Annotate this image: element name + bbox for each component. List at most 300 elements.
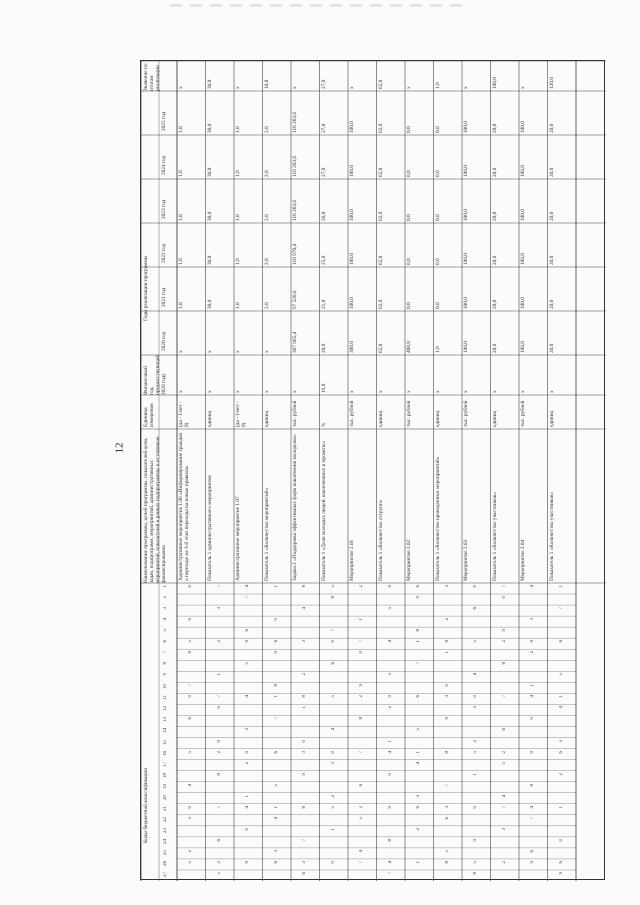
row-year-value: 2,0 [263, 302, 270, 309]
row-year-value: 1,0 [235, 302, 241, 309]
code-digit: 8 [188, 651, 194, 654]
row-year-value: 0,0 [434, 214, 441, 221]
row-final-value: x [178, 86, 184, 89]
code-digit: 0 [245, 827, 251, 831]
column-number: 18 [163, 772, 168, 778]
row-year-value: 1,0 [178, 126, 184, 133]
code-digit: 0 [558, 838, 564, 842]
program-table [140, 60, 605, 880]
code-digit: 8 [444, 750, 450, 754]
column-number: 24 [163, 838, 168, 844]
row-unit: (да - 1/нет - 0) [235, 399, 247, 427]
code-digit: 9 [387, 805, 393, 809]
code-digit: 4 [530, 805, 536, 809]
code-digit: 2 [501, 750, 507, 754]
code-digit: 6 [273, 640, 279, 643]
code-digit: 2 [330, 794, 336, 798]
code-digit: 2 [558, 772, 564, 776]
code-digit: 3 [530, 618, 536, 621]
column-number: 14 [163, 728, 168, 734]
code-digit: 9 [387, 585, 393, 588]
code-digit: 2 [216, 640, 222, 643]
row-final-value: x [406, 86, 412, 89]
code-digit: 7 [501, 695, 507, 698]
code-digit: 3 [558, 739, 564, 743]
row-final-value: 27,0 [320, 79, 327, 89]
row-year-value: 1,0 [178, 170, 184, 177]
row-final-value: x [235, 86, 241, 89]
row-year-value: 20,0 [548, 343, 555, 353]
header-codes-group: Коды бюджетной классификации [143, 767, 149, 843]
code-digit: 7 [273, 717, 279, 720]
scan-noise [170, 4, 470, 7]
row-year-value: 0,0 [434, 302, 441, 309]
code-digit: 8 [302, 585, 308, 588]
code-digit: 4 [387, 640, 393, 643]
code-digit: 1 [273, 585, 279, 588]
header-year-label: 2020 год [161, 331, 167, 351]
code-digit: 4 [245, 805, 251, 809]
code-digit: 1 [273, 695, 279, 698]
header-year-label: 2021 год [161, 287, 167, 307]
row-final-value: 10,0 [263, 79, 270, 89]
row-year-value: 100,0 [349, 209, 355, 221]
code-digit: 7 [245, 596, 251, 599]
code-digit: 7 [216, 805, 222, 809]
row-year-value: 20,0 [491, 255, 498, 265]
row-year-value: 0,0 [406, 214, 412, 221]
code-digit: 4 [530, 585, 536, 588]
row-fin-value: x [263, 390, 270, 393]
code-digit: 0 [473, 695, 479, 698]
code-digit: 2 [245, 761, 251, 765]
row-name: Показатель 1 «Количество участников» [548, 492, 555, 581]
row-final-value: x [520, 86, 526, 89]
row-fin-value: x [463, 390, 469, 393]
row-fin-value: x [434, 390, 441, 393]
code-digit: 7 [530, 816, 536, 820]
row-unit: (да - 1/нет - 0) [178, 399, 190, 427]
code-digit: 9 [530, 640, 536, 643]
row-year-value: 97 220,6 [292, 290, 298, 309]
code-digit: 9 [245, 750, 251, 754]
code-digit: 6 [473, 607, 479, 610]
row-year-value: 0,0 [406, 170, 412, 177]
row-name: Мероприятие 2.01 [349, 539, 355, 581]
code-digit: 6 [188, 717, 194, 720]
code-digit: 2 [530, 651, 536, 654]
code-digit: 1 [387, 739, 393, 743]
row-year-value: 100,0 [463, 209, 469, 221]
code-digit: 5 [330, 805, 336, 809]
row-name: Мероприятие 2.04 [520, 539, 526, 581]
row-year-value: 30,0 [206, 255, 213, 265]
code-digit: 1 [359, 618, 365, 621]
code-digit: 6 [416, 805, 422, 809]
row-fin-value: x [520, 390, 526, 393]
code-digit: 9 [501, 629, 507, 632]
code-digit: 9 [216, 739, 222, 743]
row-final-value: x [292, 86, 298, 89]
code-digit: 4 [387, 750, 393, 754]
code-digit: 1 [245, 794, 251, 798]
code-digit: 3 [387, 673, 393, 676]
row-final-value: 120,0 [548, 77, 555, 89]
code-digit: 8 [416, 629, 422, 632]
code-digit: 9 [245, 860, 251, 864]
row-year-value: 25,0 [320, 255, 327, 265]
code-digit: 4 [501, 794, 507, 798]
code-digit: 6 [530, 849, 536, 853]
code-digit: 7 [302, 838, 308, 842]
code-digit: 7 [359, 860, 365, 864]
code-digit: 5 [188, 640, 194, 643]
code-digit: 0 [444, 684, 450, 687]
code-digit: 1 [416, 750, 422, 754]
code-digit: 3 [302, 750, 308, 754]
row-year-value: 116 263,6 [292, 200, 298, 221]
row-unit: тыс. рублей [406, 400, 412, 427]
column-number: 13 [163, 717, 168, 723]
code-digit: 6 [302, 871, 308, 875]
code-digit: 1 [558, 585, 564, 588]
row-year-value: 2,0 [263, 214, 270, 221]
code-digit: 6 [501, 728, 507, 731]
header-year-label: 2025 год [161, 111, 167, 131]
row-year-value: 0,0 [434, 170, 441, 177]
row-year-value: 20,0 [491, 123, 498, 133]
row-year-value: 20,0 [548, 167, 555, 177]
code-digit: 8 [444, 860, 450, 864]
row-year-value: 100,0 [463, 253, 469, 265]
code-digit: 1 [416, 640, 422, 643]
code-digit: 9 [387, 695, 393, 698]
code-digit: 4 [302, 607, 308, 610]
row-name: Административное мероприятие 1.06 «Информирование граждан о переходе на 3-й этап перехода на новые правила» [178, 431, 190, 581]
row-year-value: 100,0 [463, 297, 469, 309]
row-unit: тыс. рублей [520, 400, 526, 427]
row-year-value: 1,0 [178, 258, 184, 265]
row-unit: тыс. рублей [463, 400, 469, 427]
row-year-value: 62,0 [377, 343, 384, 353]
column-number: 11 [163, 695, 168, 701]
row-year-value: 1,0 [235, 126, 241, 133]
row-final-value: 62,0 [377, 79, 384, 89]
row-year-value: 21,0 [320, 299, 327, 309]
code-digit: 2 [501, 860, 507, 864]
row-year-value: 100,0 [463, 341, 469, 353]
row-name: Мероприятие 2.02 [406, 539, 412, 581]
row-fin-value: x [292, 390, 298, 393]
code-digit: 2 [188, 849, 194, 853]
column-number: 7 [163, 651, 168, 654]
code-digit: 0 [330, 640, 336, 643]
code-digit: 2 [216, 750, 222, 754]
row-name: Показатель 1 «Количество мероприятий» [263, 487, 270, 581]
code-digit: 9 [473, 838, 479, 842]
row-year-value: 100,0 [520, 121, 526, 133]
row-unit: единиц [434, 410, 441, 427]
row-fin-value: x [235, 390, 241, 393]
row-fin-value: x [178, 390, 184, 393]
row-year-value: 2,0 [263, 170, 270, 177]
row-year-value: x [235, 350, 241, 353]
code-digit: 1 [444, 651, 450, 654]
code-digit: 6 [416, 695, 422, 698]
column-number: 22 [163, 816, 168, 822]
code-digit: 7 [216, 585, 222, 588]
code-digit: 0 [330, 750, 336, 754]
code-digit: 3 [273, 849, 279, 853]
row-year-value: 62,0 [377, 123, 384, 133]
code-digit: 5 [473, 750, 479, 754]
code-digit: 8 [216, 772, 222, 776]
row-unit: % [320, 422, 327, 427]
row-final-value: 30,0 [206, 79, 213, 89]
row-year-value: 62,0 [377, 299, 384, 309]
code-digit: 5 [273, 783, 279, 787]
code-digit: 6 [330, 662, 336, 665]
code-digit: 6 [558, 640, 564, 643]
code-digit: 0 [359, 651, 365, 654]
code-digit: 9 [245, 640, 251, 643]
code-digit: 8 [444, 640, 450, 643]
row-year-value: 100,0 [520, 209, 526, 221]
row-year-value: 100,0 [520, 341, 526, 353]
column-number: 8 [163, 662, 168, 665]
row-year-value: 0,0 [434, 126, 441, 133]
code-digit: 2 [444, 618, 450, 621]
code-digit: 3 [444, 805, 450, 809]
row-year-value: 0,0 [406, 302, 412, 309]
row-year-value: 20,0 [548, 123, 555, 133]
code-digit: 3 [501, 827, 507, 831]
code-digit: 7 [330, 629, 336, 632]
row-year-value: 116 263,6 [292, 156, 298, 177]
code-digit: 4 [188, 783, 194, 787]
code-digit: 9 [359, 684, 365, 687]
row-name: Показатель 1 «Количество отгрупп» [377, 499, 384, 581]
code-digit: 6 [416, 585, 422, 588]
code-digit: 5 [416, 728, 422, 731]
code-digit: 5 [473, 860, 479, 864]
row-year-value: 1,0 [434, 346, 441, 353]
row-year-value: 20,0 [320, 343, 327, 353]
row-year-value: 0,0 [406, 126, 412, 133]
code-digit: 5 [558, 673, 564, 676]
code-digit: 6 [359, 783, 365, 787]
code-digit: 8 [387, 838, 393, 842]
code-digit: 9 [530, 750, 536, 754]
row-name: Административное мероприятие 1.07 [235, 496, 241, 581]
column-number: 12 [163, 706, 168, 712]
code-digit: 2 [387, 706, 393, 709]
code-digit: 5 [330, 585, 336, 588]
row-year-value: 100,0 [463, 165, 469, 177]
row-fin-value: x [206, 390, 213, 393]
row-year-value: 2,0 [263, 258, 270, 265]
column-number: 21 [163, 805, 168, 811]
code-digit: 9 [273, 651, 279, 654]
header-year-label: 2022 год [161, 243, 167, 263]
row-unit: тыс. рублей [349, 400, 355, 427]
row-year-value: 100,0 [349, 253, 355, 265]
code-digit: 4 [330, 728, 336, 731]
column-number: 19 [163, 783, 168, 789]
code-digit: 9 [416, 596, 422, 599]
code-digit: 7 [359, 750, 365, 754]
row-year-value: 1,0 [178, 214, 184, 221]
row-unit: тыс. рублей [292, 400, 298, 427]
code-digit: 9 [444, 717, 450, 720]
code-digit: 8 [530, 783, 536, 787]
code-digit: 1 [558, 805, 564, 809]
code-digit: 2 [416, 827, 422, 831]
code-digit: 7 [558, 607, 564, 610]
column-number: 3 [163, 607, 168, 610]
code-digit: 0 [473, 805, 479, 809]
page-number: 12 [113, 442, 126, 454]
code-digit: 1 [330, 827, 336, 831]
header-years-group: Годы реализации программы [143, 255, 149, 321]
row-year-value: 1,0 [178, 302, 184, 309]
code-digit: 6 [216, 838, 222, 842]
column-number: 10 [163, 684, 168, 690]
code-digit: 3 [416, 794, 422, 798]
row-year-value: 30,0 [206, 211, 213, 221]
code-digit: 8 [302, 695, 308, 698]
code-digit: 0 [188, 805, 194, 809]
code-digit: 0 [216, 706, 222, 709]
column-number: 6 [163, 640, 168, 643]
code-digit: 7 [501, 805, 507, 809]
code-digit: 7 [444, 783, 450, 787]
code-digit: 3 [245, 728, 251, 731]
row-year-value: 1,0 [235, 170, 241, 177]
row-year-value: 0,0 [406, 258, 412, 265]
row-fin-value: x [377, 390, 384, 393]
code-digit: 6 [558, 860, 564, 864]
column-number: 4 [163, 618, 168, 621]
code-digit: 7 [359, 640, 365, 643]
code-digit: 3 [444, 695, 450, 698]
row-fin-value: 19,0 [320, 383, 327, 393]
code-digit: 1 [530, 684, 536, 687]
code-digit: 1 [302, 706, 308, 709]
header-unit-col: Единица измерения [143, 403, 155, 427]
code-digit: 0 [188, 695, 194, 698]
row-unit: единиц [491, 410, 498, 427]
code-digit: 8 [302, 805, 308, 809]
code-digit: 7 [387, 871, 393, 875]
row-year-value: 30,0 [206, 123, 213, 133]
row-year-value: 20,0 [548, 299, 555, 309]
code-digit: 0 [273, 618, 279, 621]
row-final-value: 100,0 [491, 77, 498, 89]
code-digit: 9 [530, 860, 536, 864]
header-name-col: Наименование программы, целей программы, показателей цели, задач, подпрограмм, мероприятий, административных мероприятий, показателей в рамках подпрограммы и источников финансирования [143, 435, 167, 583]
code-digit: 9 [558, 871, 564, 875]
column-number: 2 [163, 596, 168, 599]
code-digit: 8 [501, 662, 507, 665]
row-fin-value: x [548, 390, 555, 393]
header-year-label: 2023 год [161, 199, 167, 219]
code-digit: 2 [359, 585, 365, 588]
code-digit: 0 [501, 596, 507, 599]
row-year-value: 387 965,4 [292, 331, 298, 353]
code-digit: 0 [473, 585, 479, 588]
column-number: 1 [163, 585, 168, 588]
row-year-value: 27,0 [320, 123, 327, 133]
row-year-value: 26,0 [320, 211, 327, 221]
row-fin-value: x [406, 390, 412, 393]
code-digit: 6 [558, 750, 564, 754]
row-name: Задача 2 «Поддержка эффективных форм вовлечения молодежи» [292, 434, 298, 581]
code-digit: 2 [501, 640, 507, 643]
code-digit: 5 [444, 849, 450, 853]
row-year-value: 100,0 [349, 165, 355, 177]
code-digit: 9 [188, 618, 194, 621]
code-digit: 7 [416, 662, 422, 665]
row-name: Показатель 1 «Количество участников» [491, 492, 498, 581]
row-year-value: 100,0 [520, 297, 526, 309]
code-digit: 0 [302, 739, 308, 743]
row-year-value: 20,0 [548, 255, 555, 265]
header-final-col: Значение по итогам реализации [143, 62, 161, 91]
code-digit: 0 [387, 772, 393, 776]
code-digit: 5 [473, 640, 479, 643]
code-digit: 5 [501, 761, 507, 765]
code-digit: 5 [216, 871, 222, 875]
row-year-value: 27,0 [320, 167, 327, 177]
row-year-value: 100,0 [463, 121, 469, 133]
row-year-value: 20,0 [548, 211, 555, 221]
row-year-value: 408,0 [406, 341, 412, 353]
code-digit: 5 [188, 750, 194, 754]
row-final-value: 1,0 [434, 82, 441, 89]
row-year-value: 20,0 [491, 343, 498, 353]
header-year-label: 2024 год [161, 155, 167, 175]
code-digit: 3 [302, 640, 308, 643]
code-digit: 8 [473, 871, 479, 875]
row-year-value: 1,0 [235, 214, 241, 221]
row-year-value: 2,0 [263, 126, 270, 133]
code-digit: 4 [558, 706, 564, 709]
code-digit: 5 [245, 662, 251, 665]
code-digit: 4 [387, 860, 393, 864]
column-number: 17 [163, 761, 168, 767]
row-unit: единиц [263, 410, 270, 427]
row-final-value: x [349, 86, 355, 89]
code-digit: 6 [245, 629, 251, 632]
row-fin-value: x [491, 390, 498, 393]
code-digit: 2 [359, 695, 365, 698]
code-digit: 5 [387, 607, 393, 610]
row-year-value: 110 970,4 [292, 244, 298, 265]
code-digit: 4 [245, 585, 251, 588]
code-digit: 1 [273, 805, 279, 809]
code-digit: 5 [330, 695, 336, 698]
row-name: Показатель 1 «Количество проведенных мероприятий» [434, 456, 441, 581]
column-number: 27 [163, 871, 168, 877]
row-year-value: 20,0 [491, 211, 498, 221]
code-digit: 6 [273, 750, 279, 754]
code-digit: 3 [302, 860, 308, 864]
row-year-value: 62,0 [377, 211, 384, 221]
code-digit: 3 [473, 706, 479, 709]
row-year-value: 100,0 [520, 165, 526, 177]
code-digit: 1 [473, 772, 479, 776]
